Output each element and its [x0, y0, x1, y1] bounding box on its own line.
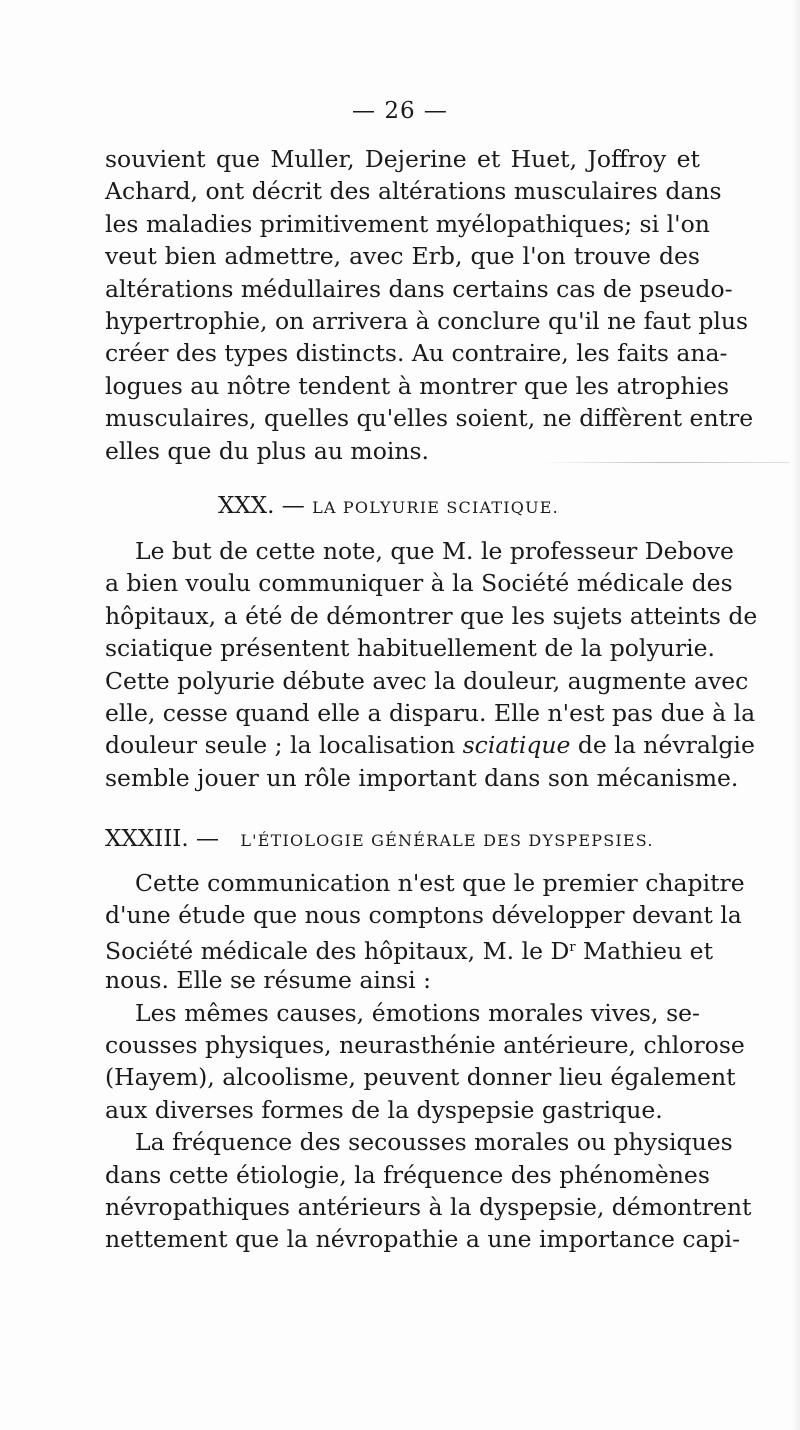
text-line: aux diverses formes de la dyspepsie gastrique.: [105, 1095, 663, 1124]
text-line: nous. Elle se résume ainsi :: [105, 966, 432, 995]
section-heading-xxx: [218, 493, 559, 519]
text-line: Le but de cette note, que M. le professeur Debove: [135, 537, 734, 565]
text-fragment: Mathieu et: [575, 936, 714, 965]
section-title: L'ÉTIOLOGIE GÉNÉRALE DES DYSPEPSIES.: [240, 831, 654, 850]
text-line: Achard, ont décrit des altérations musculaires dans: [105, 177, 722, 206]
text-line: Cette communication n'est que le premier chapitre: [135, 869, 745, 897]
text-fragment: douleur seule ; la localisation: [105, 731, 463, 760]
section-number: XXX. —: [218, 493, 305, 519]
text-line: hypertrophie, on arrivera à conclure qu'il ne faut plus: [105, 306, 749, 335]
text-line: musculaires, quelles qu'elles soient, ne diffèrent entre: [105, 404, 754, 433]
text-line: (Hayem), alcoolisme, peuvent donner lieu également: [105, 1063, 736, 1092]
page-number: — 26 —: [352, 98, 448, 124]
text-line: elle, cesse quand elle a disparu. Elle n'est pas due à la: [105, 698, 756, 727]
text-line: veut bien admettre, avec Erb, que l'on trouve des: [105, 242, 700, 271]
text-line: semble jouer un rôle important dans son mécanisme.: [105, 763, 739, 792]
text-line: créer des types distincts. Au contraire, les faits ana-: [105, 339, 728, 368]
text-line: logues au nôtre tendent à montrer que les atrophies: [105, 371, 730, 400]
scan-smudge-line: [540, 462, 790, 463]
section-heading-xxxiii: [105, 826, 654, 852]
text-line: a bien voulu communiquer à la Société médicale des: [105, 569, 733, 598]
text-line: Les mêmes causes, émotions morales vives, se-: [135, 998, 700, 1027]
text-line: dans cette étiologie, la fréquence des phénomènes: [105, 1160, 710, 1189]
text-line: La fréquence des secousses morales ou physiques: [135, 1128, 733, 1157]
italic-word: sciatique: [462, 731, 571, 760]
text-line: [105, 729, 755, 761]
text-line: névropathiques antérieurs à la dyspepsie, démontrent: [105, 1192, 752, 1221]
section-xxxiii-text: [105, 867, 752, 1256]
text-line: souvient que Muller, Dejerine et Huet, Joffroy et: [105, 145, 700, 173]
continued-paragraph: [105, 143, 754, 467]
text-line: nettement que la névropathie a une importance capi-: [105, 1225, 741, 1254]
section-xxx-paragraph: [105, 535, 758, 794]
text-fragment: de la névralgie: [570, 731, 755, 760]
text-line: cousses physiques, neurasthénie antérieure, chlorose: [105, 1030, 745, 1059]
section-number: XXXIII. —: [105, 826, 220, 852]
text-line: sciatique présentent habituellement de la polyurie.: [105, 634, 715, 663]
text-line: altérations médullaires dans certains cas de pseudo-: [105, 274, 733, 303]
text-line: elles que du plus au moins.: [105, 436, 430, 465]
text-fragment: Société médicale des hôpitaux, M. le D: [105, 936, 570, 965]
text-line: d'une étude que nous comptons développer devant la: [105, 901, 742, 930]
text-line: les maladies primitivement myélopathiques; si l'on: [105, 209, 710, 238]
section-title: LA POLYURIE SCIATIQUE.: [312, 498, 559, 517]
superscript: r: [569, 939, 576, 955]
text-line: [105, 932, 714, 965]
text-line: Cette polyurie débute avec la douleur, augmente avec: [105, 666, 749, 695]
text-line: hôpitaux, a été de démontrer que les sujets atteints de: [105, 601, 758, 630]
